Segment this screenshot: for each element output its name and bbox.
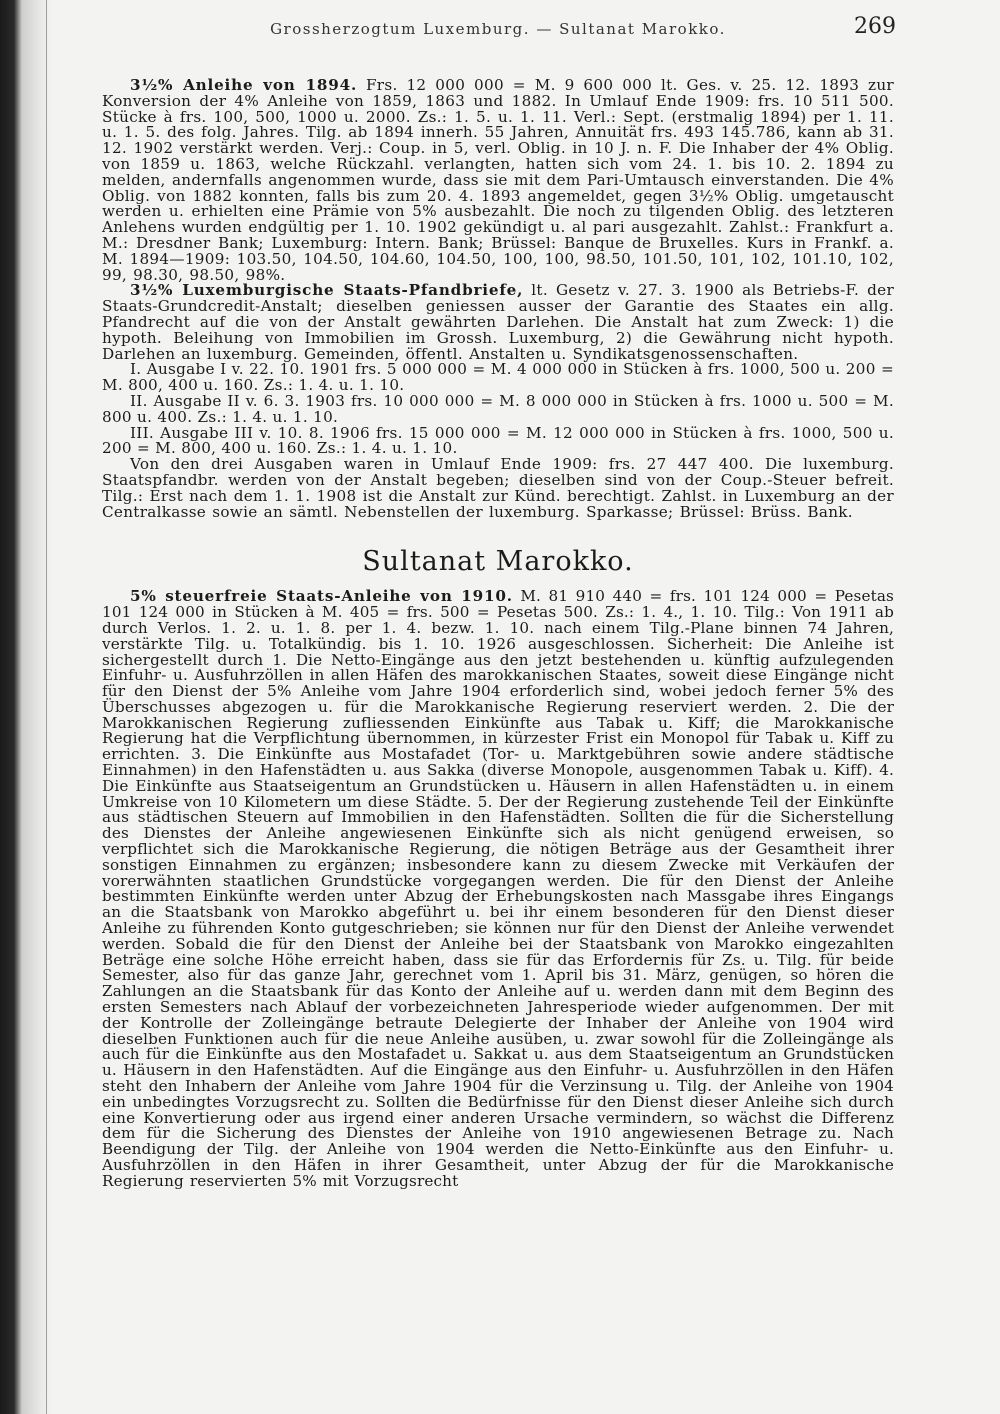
- marokko-section: [102, 589, 894, 1189]
- pfandbriefe-entry: [102, 283, 894, 362]
- pfandbriefe-closing: Von den drei Ausgaben waren in Umlauf Ende 1909: frs. 27 447 400. Die luxemburg. Staatspfandbr. werden von der Anstalt begeben; dieselben sind von der Coup.-Steuer befreit. Tilg.: Erst nach dem 1. 1. 1908 ist die Anstalt zur Künd. berechtigt. Zahlst. in Luxemburg an der Centralkasse sowie an sämtl. Nebenstellen der luxemburg. Sparkasse; Brüssel: Brüss. Bank.: [102, 455, 894, 521]
- pfandbriefe-issue-1: I. Ausgabe I v. 22. 10. 1901 frs. 5 000 000 = M. 4 000 000 in Stücken à frs. 1000, 500 u. 200 = M. 800, 400 u. 160. Zs.: 1. 4. u. 1. 10.: [102, 360, 894, 395]
- pfandbriefe-heading: 3½% Luxemburgische Staats-Pfandbriefe,: [130, 281, 524, 300]
- document-page: [102, 14, 894, 1190]
- page-number: 269: [854, 14, 896, 39]
- pfandbriefe-issue-2: II. Ausgabe II v. 6. 3. 1903 frs. 10 000 000 = M. 8 000 000 in Stücken à frs. 1000 u. 500 = M. 800 u. 400. Zs.: 1. 4. u. 1. 10.: [102, 391, 894, 426]
- running-title: Grossherzogtum Luxemburg. — Sultanat Marokko.: [270, 20, 726, 38]
- anleihe-1894-heading: 3½% Anleihe von 1894.: [130, 76, 358, 94]
- scan-binding-edge: [0, 0, 52, 1414]
- running-header: [102, 14, 894, 48]
- anleihe-1894-text: Frs. 12 000 000 = M. 9 600 000 lt. Ges. v. 25. 12. 1893 zur Konversion der 4% Anleihe von 1859, 1863 und 1882. In Umlauf Ende 1909: frs. 10 511 500. Stücke à frs. 100, 500, 1000 u. 2000. Zs.: 1. 5. u. 1. 11. Verl.: Sept. (erstmalig 1894) per 1. 11. u. 1. 5. des folg. Jahres. Tilg. ab 1894 innerh. 55 Jahren, Annuität frs. 493 145.786, kann ab 31. 12. 1902 verstärkt werden. Verj.: Coup. in 5, verl. Oblig. in 10 J. n. F. Die Inhaber der 4% Oblig. von 1859 u. 1863, welche Rückzahl. verlangten, hatten sich vom 24. 1. bis 10. 2. 1894 zu melden, andernfalls angenommen wurde, dass sie mit dem Pari-Umtausch einverstanden. Die 4% Oblig. von 1882 konnten, falls bis zum 20. 4. 1893 angemeldet, gegen 3½% Oblig. umgetauscht werden u. erhielten eine Prämie von 5% ausbezahlt. Die noch zu tilgenden Oblig. des letzteren Anlehens wurden endgültig per 1. 10. 1902 gekündigt u. al pari ausgezahlt. Zahlst.: Frankfurt a. M.: Dresdner Bank; Luxemburg: Intern. Bank; Brüssel: Banque de Bruxelles. Kurs in Frankf. a. M. 1894—1909: 103.50, 104.50, 104.60, 104.50, 100, 100, 98.50, 101.50, 101, 102, 101.10, 102, 99, 98.30, 98.50, 98%.: [102, 76, 894, 284]
- anleihe-1910-text: M. 81 910 440 = frs. 101 124 000 = Pesetas 101 124 000 in Stücken à M. 405 = frs. 500 = Pesetas 500. Zs.: 1. 4., 1. 10. Tilg.: Von 1911 ab durch Verlos. 1. 2. u. 1. 8. per 1. 4. bezw. 1. 10. nach einem Tilg.-Plane binnen 74 Jahren, verstärkte Tilg. u. Totalkündig. bis 1. 10. 1926 ausgeschlossen. Sicherheit: Die Anleihe ist sichergestellt durch 1. Die Netto-Eingänge aus den jetzt bestehenden u. künftig aufzulegenden Einfuhr- u. Ausfuhrzöllen in allen Häfen des marokkanischen Staates, soweit diese Eingänge nicht für den Dienst der 5% Anleihe vom Jahre 1904 erforderlich sind, wobei jedoch ferner 5% des Überschusses abgezogen u. für die Marokkanische Regierung reserviert werden. 2. Die der Marokkanischen Regierung zufliessenden Einkünfte aus Tabak u. Kiff; die Marokkanische Regierung hat die Verpflichtung übernommen, in kürzester Frist ein Monopol für Tabak u. Kiff zu errichten. 3. Die Einkünfte aus Mostafadet (Tor- u. Marktgebühren sowie andere städtische Einnahmen) in den Hafenstädten u. aus Sakka (diverse Monopole, ausgenommen Tabak u. Kiff). 4. Die Einkünfte aus Staatseigentum an Grundstücken u. Häusern in allen Hafenstädten u. in einem Umkreise von 10 Kilometern um diese Städte. 5. Der der Regierung zustehende Teil der Einkünfte aus städtischen Steuern auf Immobilien in den Hafenstädten. Sollten die für die Sicherstellung des Dienstes der Anleihe angewiesenen Einkünfte sich als nicht genügend erweisen, so verpflichtet sich die Marokkanische Regierung, die nötigen Beträge aus der Gesamtheit ihrer sonstigen Einnahmen zu ergänzen; insbesondere kann zu diesem Zwecke mit Verkäufen der vorerwähnten staatlichen Grundstücke vorgegangen werden. Die für den Dienst der Anleihe bestimmten Einkünfte werden unter Abzug der Erhebungskosten nach Massgabe ihres Eingangs an die Staatsbank von Marokko abgeführt u. bei ihr einem besonderen für den Dienst dieser Anleihe zu führenden Konto gutgeschrieben; sie können nur für den Dienst der Anleihe verwendet werden. Sobald die für den Dienst der Anleihe bei der Staatsbank von Marokko eingezahlten Beträge eine solche Höhe erreicht haben, dass sie für das Erfordernis für Zs. u. Tilg. für beide Semester, also für das ganze Jahr, gerechnet vom 1. April bis 31. März, genügen, so hören die Zahlungen an die Staatsbank für das Konto der Anleihe auf u. werden dann mit dem Beginn des ersten Semesters nach Ablauf der vorbezeichneten Jahresperiode wieder aufgenommen. Der mit der Kontrolle der Zolleingänge betraute Delegierte der Inhaber der Anleihe von 1904 wird dieselben Funktionen auch für die neue Anleihe ausüben, u. zwar sowohl für die Zolleingänge als auch für die Einkünfte aus den Mostafadet u. Sakkat u. aus dem Staatseigentum an Grundstücken u. Häusern in den Hafenstädten. Auf die Eingänge aus den Einfuhr- u. Ausfuhrzöllen in den Häfen steht den Inhabern der Anleihe vom Jahre 1904 für die Verzinsung u. Tilg. der Anleihe von 1904 ein unbedingtes Vorzugsrecht zu. Sollten die Bedürfnisse für den Dienst dieser Anleihe sich durch eine Konvertierung oder aus irgend einer anderen Ursache vermindern, so wächst die Differenz dem für die Sicherung des Dienstes der Anleihe von 1910 angewiesenen Betrage zu. Nach Beendigung der Tilg. der Anleihe von 1904 werden die Netto-Einkünfte aus den Einfuhr- u. Ausfuhrzöllen in den Häfen in ihrer Gesamtheit, unter Abzug der für die Marokkanische Regierung reservierten 5% mit Vorzugsrecht: [102, 587, 895, 1190]
- luxemburg-section: [102, 78, 894, 520]
- scan-gutter-line: [46, 0, 47, 1414]
- pfandbriefe-issue-3: III. Ausgabe III v. 10. 8. 1906 frs. 15 000 000 = M. 12 000 000 in Stücken à frs. 1000, 500 u. 200 = M. 800, 400 u. 160. Zs.: 1. 4. u. 1. 10.: [102, 423, 894, 458]
- pfandbriefe-text: lt. Gesetz v. 27. 3. 1900 als Betriebs-F. der Staats-Grundcredit-Anstalt; dieselben geniessen ausser der Garantie des Staates ein allg. Pfandrecht auf die von der Anstalt gewährten Darlehen. Die Anstalt hat zum Zweck: 1) die hypoth. Beleihung von Immobilien im Grossh. Luxemburg, 2) die Gewährung nicht hypoth. Darlehen an luxemburg. Gemeinden, öffentl. Anstalten u. Syndikatsgenossenschaften.: [102, 281, 894, 363]
- section-title-marokko: Sultanat Marokko.: [362, 546, 634, 578]
- anleihe-1910-heading: 5% steuerfreie Staats-Anleihe von 1910.: [130, 587, 513, 606]
- anleihe-1894-entry: [102, 78, 894, 283]
- anleihe-1910-entry: [102, 589, 894, 1189]
